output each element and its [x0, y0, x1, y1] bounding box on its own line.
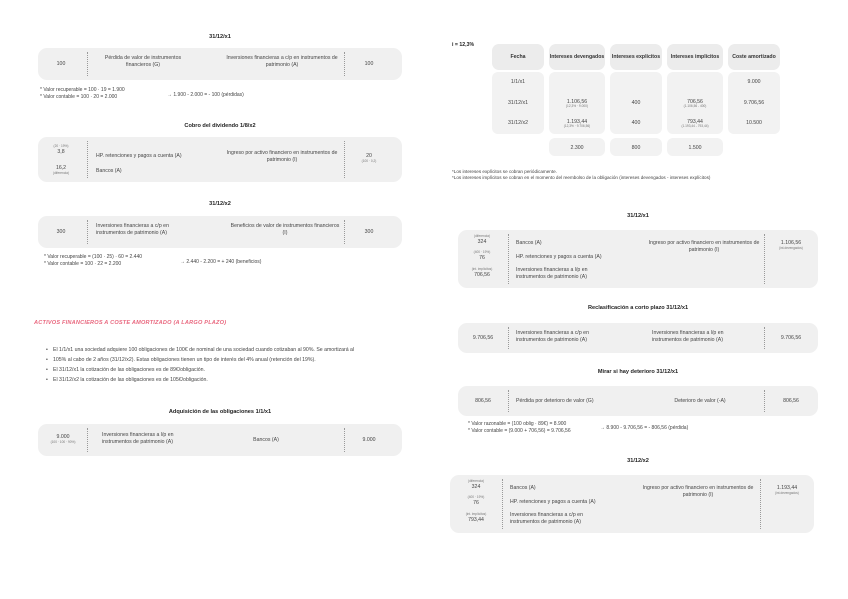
debit-amount: 100 — [56, 61, 66, 67]
credit-account: Ingreso por activo financiero en instrumentos de patrimonio (I) — [648, 240, 760, 253]
valuation-note — [44, 254, 142, 268]
calculation-result: → 1.900 - 2.000 = - 100 (pérdidas) — [167, 92, 244, 98]
journal-entry-card-r3 — [458, 386, 818, 416]
table-cell-devengados — [549, 99, 605, 109]
valuation-note — [468, 421, 571, 435]
table-cell-devengados — [549, 119, 605, 129]
total-devengados: 2.300 — [570, 145, 584, 151]
calc-hint: (diferencia) — [468, 479, 484, 483]
journal-entry-card-r4 — [450, 475, 814, 533]
debit-account: Inversiones financieras a c/p en instrumentos de patrimonio (A) — [96, 223, 169, 236]
calc-hint: (1.193,44 - 793,44) — [681, 124, 709, 128]
debit-amount-group — [464, 235, 500, 245]
credit-amount-group — [770, 240, 812, 250]
total-implicitos: 1.500 — [688, 145, 702, 151]
calc-hint: (12,3% · 9.706,56) — [563, 124, 591, 128]
debit-account: Bancos (A) — [96, 168, 122, 174]
separator — [344, 52, 345, 76]
separator — [344, 428, 345, 452]
separator — [760, 479, 761, 529]
separator — [764, 390, 765, 412]
separator — [764, 234, 765, 284]
debit-amount-group — [456, 513, 496, 523]
journal-entry-card-r2 — [458, 323, 818, 353]
fair-value: * Valor razonable = (100 oblig · 89€) = 8.900 — [468, 421, 567, 427]
table-cell-explicitos: 400 — [631, 120, 641, 126]
table-cell-fecha: 31/12/x2 — [508, 120, 528, 126]
separator — [344, 141, 345, 178]
debit-account: Inversiones financieras a l/p en instrumentos de patrimonio (A) — [516, 267, 588, 280]
table-cell-fecha: 1/1/x1 — [510, 79, 526, 85]
entry-title-1: 31/12/x1 — [209, 34, 231, 40]
journal-entry-card-4 — [38, 424, 402, 456]
separator — [502, 479, 503, 529]
entry-title-3: 31/12/x2 — [209, 201, 231, 207]
col-header-devengados: Intereses devengados — [549, 44, 605, 70]
debit-amount-group — [456, 480, 496, 490]
calc-hint: (int.devengados) — [775, 490, 799, 495]
debit-amount-group — [46, 165, 76, 175]
entry-title-r4: 31/12/x2 — [627, 458, 649, 464]
calc-hint: (int.devengados) — [779, 245, 803, 250]
debit-account: Pérdida de valor de instrumentos financieros (G) — [104, 55, 182, 68]
entry-title-2: Cobro del dividendo 1/8/x2 — [184, 123, 256, 129]
debit-account: HP. retenciones y pagos a cuenta (A) — [96, 153, 182, 159]
debit-amount: 300 — [56, 229, 66, 235]
debit-amount: 3,8 — [57, 148, 65, 155]
calc-hint: (int. implícitos) — [465, 512, 487, 516]
calculation-result: → 2.440 - 2.200 = + 240 (beneficios) — [180, 259, 262, 265]
debit-amount-group — [456, 496, 496, 506]
debit-amount-group — [44, 434, 82, 444]
separator — [344, 220, 345, 244]
calc-hint: (100 · 0,2) — [361, 158, 377, 163]
book-value: * Valor contable = 100 · 22 = 2.200 — [44, 260, 122, 267]
calc-hint: (400 · 19%) — [473, 250, 491, 254]
journal-entry-card-1 — [38, 48, 402, 80]
entry-title-4: Adquisición de las obligaciones 1/1/x1 — [168, 409, 272, 415]
col-header-explicitos: Intereses explícitos — [610, 44, 662, 70]
credit-account: Ingreso por activo financiero en instrumentos de patrimonio (I) — [226, 150, 338, 163]
separator — [87, 428, 88, 452]
credit-amount: 1.106,56 — [780, 240, 802, 246]
separator — [508, 234, 509, 284]
debit-account: HP. retenciones y pagos a cuenta (A) — [510, 499, 596, 505]
debit-amount-group — [46, 145, 76, 155]
calc-hint: (100 · 100 · 90%) — [50, 439, 76, 444]
table-cell-explicitos: 400 — [631, 100, 641, 106]
debit-amount: 806,56 — [475, 398, 491, 404]
exercise-statement — [46, 345, 406, 386]
book-value: * Valor contable = 100 · 20 = 2.000 — [40, 93, 118, 100]
table-cell-fecha: 31/12/x1 — [508, 100, 528, 106]
table-cell-coste: 9.000 — [747, 79, 761, 85]
credit-account: Inversiones financieras a l/p en instrumentos de patrimonio (A) — [652, 330, 724, 343]
calc-hint: (12,3% · 9.000) — [566, 104, 588, 108]
separator — [87, 141, 88, 178]
separator — [87, 220, 88, 244]
cell-value: 706,56 — [687, 99, 703, 105]
recoverable-value: * Valor recuperable = (100 · 25) · 60 = 2.440 — [44, 254, 143, 260]
credit-amount: 1.193,44 — [776, 485, 798, 491]
credit-amount: 100 — [364, 61, 374, 67]
credit-amount: 300 — [364, 229, 374, 235]
debit-amount: 9.706,56 — [472, 335, 494, 341]
journal-entry-card-2 — [38, 137, 402, 182]
table-cell-coste: 10.500 — [746, 120, 762, 126]
statement-line: • El 31/12/x1 la cotización de las obligaciones es de 89€/obligación. — [46, 365, 406, 375]
debit-amount-group — [464, 251, 500, 261]
statement-line: • El 1/1/x1 una sociedad adquiere 100 obligaciones de 100€ de nominal de una sociedad cuando cotizaban al 90%. Se amortizará al — [46, 345, 406, 355]
debit-account: Bancos (A) — [510, 485, 536, 491]
debit-account: Bancos (A) — [516, 240, 542, 246]
debit-account: HP. retenciones y pagos a cuenta (A) — [516, 254, 602, 260]
separator — [508, 327, 509, 349]
table-footnotes — [452, 169, 710, 181]
credit-amount: 9.706,56 — [780, 335, 802, 341]
debit-amount: 324 — [471, 483, 481, 490]
calc-hint: (diferencia) — [53, 170, 69, 175]
separator — [508, 390, 509, 412]
debit-account: Pérdida por deterioro de valor (G) — [516, 398, 594, 404]
credit-amount-group — [766, 485, 808, 495]
debit-account: Inversiones financieras a c/p en instrumentos de patrimonio (A) — [516, 330, 589, 343]
credit-account: Beneficios de valor de instrumentos financieros (I) — [230, 223, 340, 236]
debit-amount: 76 — [473, 499, 479, 506]
col-header-coste: Coste amortizado — [728, 44, 780, 70]
cell-value: 1.193,44 — [566, 119, 588, 125]
debit-amount: 76 — [479, 254, 485, 261]
debit-account: Inversiones financieras a c/p en instrumentos de patrimonio (A) — [510, 512, 583, 525]
footnote: *Los intereses explícitos se cobran periódicamente. — [452, 169, 557, 174]
footnote: *Los intereses implícitos se cobran en el momento del reembolso de la obligación (intereses devengados - intereses explícitos) — [452, 175, 711, 181]
book-value: * Valor contable = (9.000 + 706,56) = 9.706,56 — [468, 427, 571, 434]
separator — [87, 52, 88, 76]
journal-entry-card-r1 — [458, 230, 818, 288]
cell-value: 1.106,56 — [566, 99, 588, 105]
debit-amount: 16,2 — [55, 165, 67, 171]
calc-hint: (20 · 19%) — [53, 144, 69, 148]
total-explicitos: 800 — [631, 145, 641, 151]
journal-entry-card-3 — [38, 216, 402, 248]
credit-amount-group — [354, 153, 384, 163]
interest-rate: i = 12,3% — [452, 42, 475, 48]
calc-hint: (1.106,56 - 400) — [683, 104, 707, 108]
calc-hint: (int. implícitos) — [471, 267, 493, 271]
entry-title-r3: Mirar si hay deterioro 31/12/x1 — [597, 369, 679, 375]
table-cell-coste: 9.706,56 — [743, 100, 765, 106]
credit-amount: 20 — [366, 153, 372, 159]
table-cell-implicitos — [667, 99, 723, 109]
calc-hint: (400 · 19%) — [467, 495, 485, 499]
credit-account: Inversiones financieras a c/p en instrumentos de patrimonio (A) — [226, 55, 338, 68]
col-header-implicitos: Intereses implícitos — [667, 44, 723, 70]
cell-value: 793,44 — [687, 119, 703, 125]
credit-account: Deterioro de valor (-A) — [674, 398, 726, 404]
section-title: ACTIVOS FINANCIEROS A COSTE AMORTIZADO (A LARGO PLAZO) — [34, 320, 227, 326]
credit-amount: 806,56 — [783, 398, 799, 404]
statement-line: • 105% al cabo de 2 años (31/12/x2). Estas obligaciones tienen un tipo de interés del 4% anual (retención del 19%). — [46, 355, 406, 365]
calculation-result: → 8.900 - 9.706,56 = - 806,56 (pérdida) — [600, 425, 689, 431]
col-header-fecha: Fecha — [492, 44, 544, 70]
statement-line: • El 31/12/x2 la cotización de las obligaciones es de 105€/obligación. — [46, 375, 406, 385]
debit-amount: 324 — [477, 238, 487, 245]
debit-amount: 706,56 — [474, 271, 490, 278]
debit-amount: 9.000 — [56, 434, 70, 440]
entry-title-r2: Reclasificación a corto plazo 31/12/x1 — [587, 305, 689, 311]
recoverable-value: * Valor recuperable = 100 · 19 = 1.900 — [40, 87, 125, 93]
credit-account: Bancos (A) — [253, 437, 279, 443]
calc-hint: (diferencia) — [474, 234, 490, 238]
table-cell-implicitos — [667, 119, 723, 129]
credit-amount: 9.000 — [362, 437, 376, 443]
debit-account: Inversiones financieras a l/p en instrumentos de patrimonio (A) — [102, 432, 174, 445]
debit-amount: 793,44 — [468, 516, 484, 523]
credit-account: Ingreso por activo financiero en instrumentos de patrimonio (I) — [642, 485, 754, 498]
entry-title-r1: 31/12/x1 — [627, 213, 649, 219]
separator — [764, 327, 765, 349]
debit-amount-group — [464, 268, 500, 278]
valuation-note — [40, 87, 125, 101]
